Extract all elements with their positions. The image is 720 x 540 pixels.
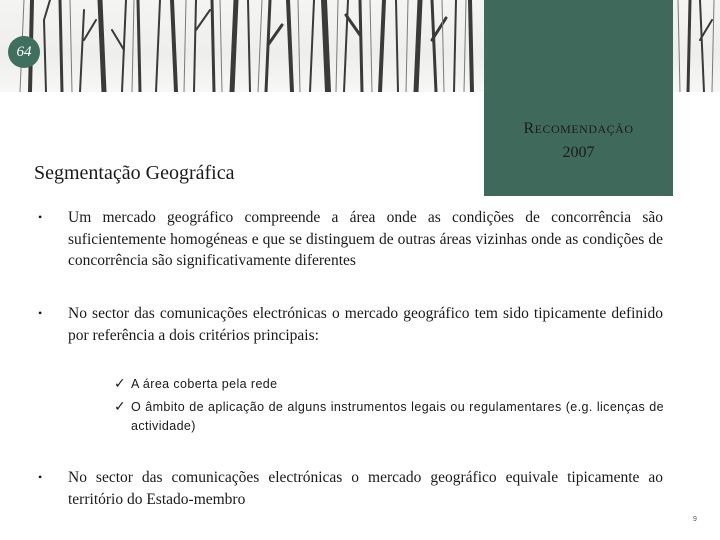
recommendation-year: 2007 <box>562 144 595 161</box>
checkmark-icon: ✓ <box>114 399 127 415</box>
bullet-text: Um mercado geográfico compreende a área onde as condições de concorrência são suficientemente homogéneas e que se distinguem de outras áreas vizinhas onde as condições de concorrência são significativamente diferentes <box>68 209 663 269</box>
recommendation-title-rest: ECOMENDAÇÃO <box>534 122 634 136</box>
bullet-text: No sector das comunicações electrónicas o mercado geográfico tem sido tipicamente definido por referência a dois critérios principais: <box>68 305 663 344</box>
bullet-icon: • <box>38 306 43 320</box>
recommendation-title-cap: R <box>523 120 535 137</box>
checkmark-icon: ✓ <box>114 376 127 392</box>
recommendation-title <box>484 120 673 138</box>
logo: 64 <box>8 36 40 68</box>
bullet-icon: • <box>38 470 43 484</box>
sub-item-text: A área coberta pela rede <box>131 377 278 391</box>
bullet-text: No sector das comunicações electrónicas o mercado geográfico equivale tipicamente ao território do Estado-membro <box>68 469 663 508</box>
page-title: Segmentação Geográfica <box>34 162 235 184</box>
bullet-icon: • <box>38 210 43 224</box>
sub-item-text: O âmbito de aplicação de alguns instrumentos legais ou regulamentares (e.g. licenças de actividade) <box>131 400 664 433</box>
recommendation-label <box>484 114 673 196</box>
page-number: 9 <box>693 516 697 523</box>
